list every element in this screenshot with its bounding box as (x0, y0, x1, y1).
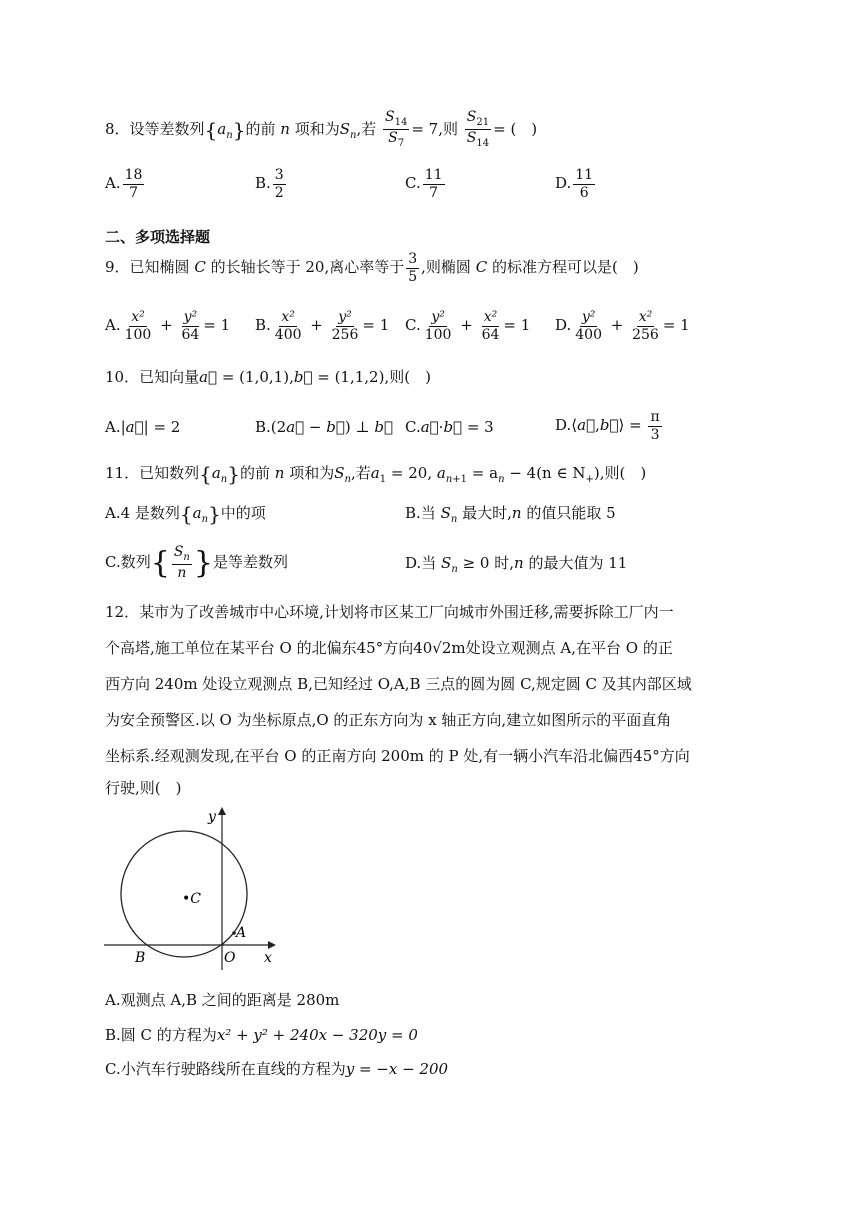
label-c: •C (182, 891, 201, 907)
label-o: O (224, 950, 236, 966)
q12-option-a[interactable]: A.观测点 A,B 之间的距离是 280m (105, 991, 340, 1009)
q10-option-d[interactable]: D.⟨a⃗,b⃗⟩ = $\frac{\pi}{3}$ (555, 409, 660, 443)
q12-line-5: 坐标系.经观测发现,在平台 O 的正南方向 200m 的 P 处,有一辆小汽车沿北偏西45°方向 (105, 747, 690, 765)
q11-stem: 11．已知数列$\{a_n\}$的前 n 项和为$S_n$,若$a_1 = 20$, $a_{n+1} = a_n - 4(n$ ∈ $N_+$),则( ) (105, 462, 647, 486)
segment-oa (222, 933, 234, 945)
q9-stem: 9．已知椭圆 C 的长轴长等于 20,离心率等于 $\frac{3}{5}$ ,则椭圆 C 的标准方程可以是( ) (105, 251, 639, 285)
q8-frac-s14-s7: $\frac{S_{14}}{S_7}$ (385, 109, 408, 150)
q12-option-b[interactable]: B.圆 C 的方程为x² + y² + 240x − 320y = 0 (105, 1026, 418, 1044)
q10-stem: 10．已知向量a⃗ = (1,0,1),b⃗ = (1,1,2),则( ) (105, 368, 431, 386)
q12-line-1: 12．某市为了改善城市中心环境,计划将市区某工厂向城市外围迁移,需要拆除工厂内一 (105, 603, 674, 621)
q8-option-b[interactable]: B. $\frac{3}{2}$ (255, 167, 284, 201)
q8-option-c[interactable]: C. $\frac{11}{7}$ (405, 167, 443, 201)
q8-number: 8． (105, 119, 130, 138)
q12-line-6: 行驶,则( ) (105, 779, 182, 797)
q8-option-a[interactable]: A. $\frac{18}{7}$ (105, 167, 143, 201)
label-x: x (264, 950, 272, 966)
q8-frac-s21-s14: $\frac{S_{21}}{S_{14}}$ (466, 109, 490, 150)
q12-option-c[interactable]: C.小汽车行驶路线所在直线的方程为y = −x − 200 (105, 1060, 449, 1078)
x-axis-arrow (268, 941, 276, 949)
q12-line-4: 为安全预警区.以 O 为坐标原点,O 的正东方向为 x 轴正方向,建立如图所示的平面直角 (105, 711, 672, 729)
q9-option-b[interactable]: B. $\frac{\text{x²}}{400}$ + $\frac{\text{y²}}{256}$ = 1 (255, 309, 390, 343)
q11-option-d[interactable]: D.当 $S_n \ge 0$ 时,n 的最大值为 11 (405, 554, 628, 575)
q11-option-c[interactable]: C.数列{ $\frac{S_n}{n}$ }是等差数列 (105, 544, 288, 582)
label-a: A (236, 925, 247, 941)
q12-line-2: 个高塔,施工单位在某平台 O 的北偏东45°方向40√2m处设立观测点 A,在平台 O 的正 (105, 639, 673, 657)
q11-option-a[interactable]: A.4 是数列$\{a_n\}$中的项 (105, 502, 266, 526)
q9-option-d[interactable]: D. $\frac{\text{y²}}{400}$ + $\frac{\text{x²}}{256}$ = 1 (555, 309, 690, 343)
q12-line-3: 西方向 240m 处设立观测点 B,已知经过 O,A,B 三点的圆为圆 C,规定圆 C 及其内部区域 (105, 675, 692, 693)
section-heading: 二、多项选择题 (105, 228, 211, 246)
q10-option-b[interactable]: B.(2a⃗ − b⃗) ⊥ b⃗ (255, 418, 393, 436)
label-y: y (208, 809, 216, 825)
q9-option-c[interactable]: C. $\frac{\text{y²}}{100}$ + $\frac{\text{x²}}{64}$ = 1 (405, 309, 531, 343)
y-axis-arrow (218, 807, 226, 815)
circle-coordinate-figure (100, 805, 300, 975)
q8-stem: 8．设等差数列$\{a_n\}$的前 n 项和为$S_n$,若 $\frac{S_{14}}{S_7}$ = 7,则 $\frac{S_{21}}{S_{14}}$ = ( ) (105, 109, 538, 150)
q8-option-d[interactable]: D. $\frac{11}{6}$ (555, 167, 594, 201)
q10-option-a[interactable]: A.|a⃗| = 2 (105, 418, 181, 436)
q10-option-c[interactable]: C.a⃗·b⃗ = 3 (405, 418, 494, 436)
q9-option-a[interactable]: A. $\frac{\text{x²}}{100}$ + $\frac{\text{y²}}{64}$ = 1 (105, 309, 231, 343)
q11-option-b[interactable]: B.当 $S_n$ 最大时,n 的值只能取 5 (405, 504, 616, 525)
label-b: B (135, 950, 146, 966)
